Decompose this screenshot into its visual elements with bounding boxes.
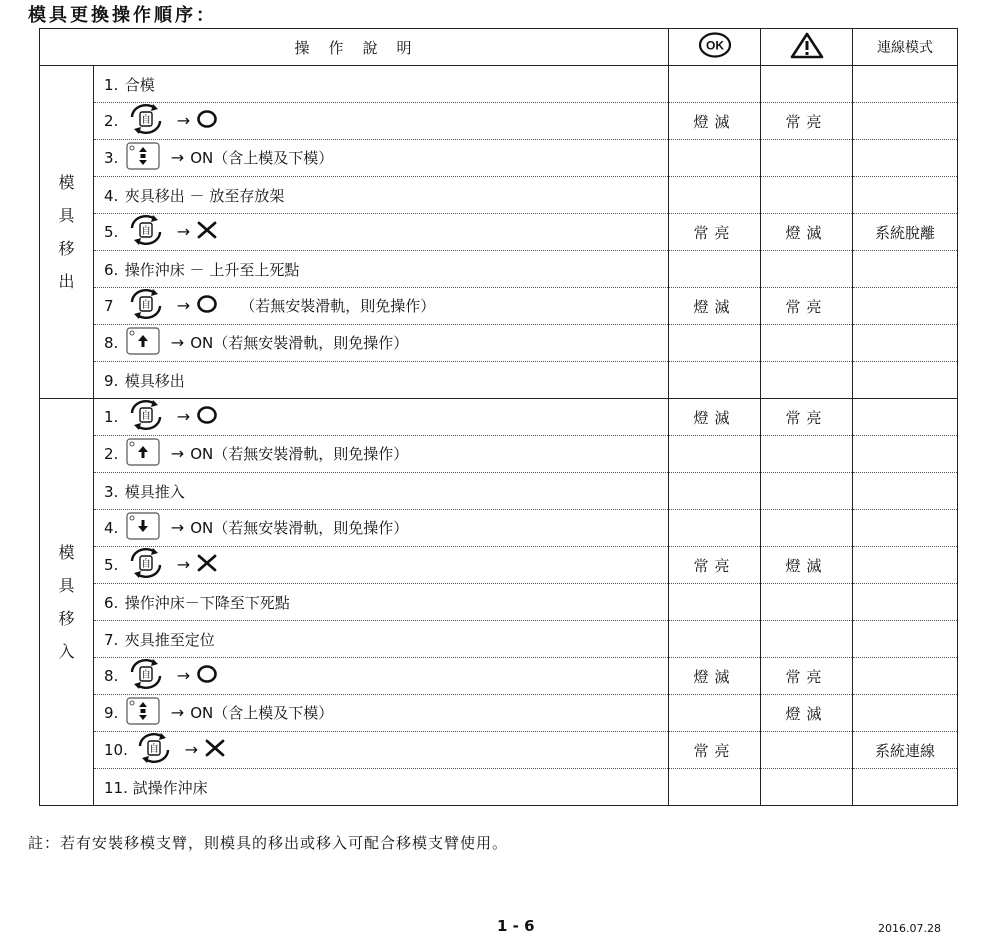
table-row [40,621,958,658]
arrow-symbol: → [176,665,191,685]
table-row [40,251,958,288]
arrow-symbol: → [176,110,191,130]
connection-mode [853,362,958,399]
step-text: ON（含上模及下模） [190,148,334,167]
step-text: 模具推入 [124,482,185,501]
svg-text:自: 自 [148,744,159,755]
rotate-arrows-icon [133,732,175,768]
connection-mode [853,510,958,547]
step-description [94,732,669,769]
step-text: 操作沖床 － 上升至上死點 [124,260,300,279]
warning-status: 常亮 [761,288,853,325]
step-number: 8. [104,666,119,685]
step-description [94,695,669,732]
step-number: 2. [104,111,119,130]
step-description [94,547,669,584]
procedure-table [39,28,958,806]
header-ok [669,29,761,66]
ok-status: 燈滅 [669,288,761,325]
arrow-symbol: → [170,702,185,722]
rotate-arrows-icon [125,288,167,324]
step-text: （若無安裝滑軌，則免操作） [240,296,436,315]
warning-status [761,251,853,288]
step-description [94,621,669,658]
warning-status [761,177,853,214]
step-number: 11. [104,778,128,797]
step-description [94,288,669,325]
ok-status [669,66,761,103]
step-description [94,251,669,288]
svg-text:自: 自 [140,559,151,570]
connection-mode [853,769,958,806]
warning-status [761,769,853,806]
step-description [94,769,669,806]
ok-status [669,140,761,177]
table-row [40,288,958,325]
step-description [94,436,669,473]
ok-status [669,769,761,806]
warning-status: 燈滅 [761,547,853,584]
circle-off-icon [196,109,218,133]
step-description [94,584,669,621]
ok-status [669,510,761,547]
step-text: ON（含上模及下模） [190,703,334,722]
ok-status: 燈滅 [669,103,761,140]
connection-mode [853,66,958,103]
circle-off-icon [196,405,218,429]
step-description [94,399,669,436]
step-number: 5. [104,222,119,241]
arrow-symbol: → [176,221,191,241]
connection-mode [853,473,958,510]
step-description [94,214,669,251]
connection-mode [853,140,958,177]
step-number: 1. [104,75,119,94]
warning-status [761,362,853,399]
ok-status: 燈滅 [669,658,761,695]
step-text: 夾具移出 － 放至存放架 [124,186,285,205]
step-text: 夾具推至定位 [124,630,215,649]
warning-status [761,325,853,362]
up-button-icon [125,326,161,360]
ok-status: 常亮 [669,732,761,769]
warning-status [761,140,853,177]
circle-off-icon [196,294,218,318]
svg-text:自: 自 [140,670,151,681]
table-row [40,658,958,695]
ok-status [669,177,761,214]
step-number: 4. [104,186,119,205]
step-description [94,658,669,695]
step-description [94,325,669,362]
warning-status [761,732,853,769]
table-row [40,436,958,473]
step-number: 3. [104,148,119,167]
table-row [40,103,958,140]
step-text: ON（若無安裝滑軌，則免操作） [190,333,409,352]
ok-status [669,584,761,621]
step-number: 2. [104,444,119,463]
cross-icon [196,220,218,244]
warning-status: 常亮 [761,658,853,695]
table-row [40,214,958,251]
warning-status [761,510,853,547]
warning-status [761,473,853,510]
table-row [40,732,958,769]
table-row [40,547,958,584]
step-text: ON（若無安裝滑軌，則免操作） [190,518,409,537]
table-row [40,695,958,732]
table-row [40,140,958,177]
step-number: 10. [104,740,128,759]
table-row [40,177,958,214]
ok-status [669,473,761,510]
rotate-arrows-icon [125,103,167,139]
connection-mode [853,399,958,436]
connection-mode [853,584,958,621]
cross-icon [196,553,218,577]
svg-text:自: 自 [140,226,151,237]
table-row [40,584,958,621]
step-number: 9. [104,371,119,390]
ok-status: 常亮 [669,214,761,251]
up-button-icon [125,437,161,471]
ok-status [669,695,761,732]
warning-status [761,436,853,473]
section-label: 模具移出 [40,66,94,399]
ok-circle-icon [698,32,732,58]
connection-mode [853,695,958,732]
step-description [94,510,669,547]
connection-mode [853,288,958,325]
svg-text:自: 自 [140,411,151,422]
step-description [94,103,669,140]
connection-mode [853,103,958,140]
step-description [94,473,669,510]
connection-mode [853,658,958,695]
table-row [40,325,958,362]
ok-status [669,621,761,658]
table-row [40,66,958,103]
warning-status: 常亮 [761,399,853,436]
ok-status [669,325,761,362]
step-number: 7. [104,630,119,649]
step-description [94,362,669,399]
footnote: 註：若有安裝移模支臂，則模具的移出或移入可配合移模支臂使用。 [28,834,509,852]
ok-status [669,251,761,288]
warning-status [761,584,853,621]
page-number: 1 - 6 [497,917,535,935]
header-description: 操 作 說 明 [40,29,669,66]
header-mode: 連線模式 [853,29,958,66]
connection-mode [853,251,958,288]
arrow-symbol: → [170,147,185,167]
arrow-symbol: → [184,739,199,759]
warning-status [761,66,853,103]
connection-mode [853,436,958,473]
step-number: 4. [104,518,119,537]
circle-off-icon [196,664,218,688]
header-warning [761,29,853,66]
connection-mode [853,621,958,658]
step-text: 模具移出 [124,371,185,390]
table-row [40,769,958,806]
rotate-arrows-icon [125,214,167,250]
svg-text:自: 自 [140,115,151,126]
arrow-symbol: → [176,295,191,315]
table-row [40,362,958,399]
arrow-symbol: → [170,332,185,352]
warning-status [761,621,853,658]
step-number: 7 [104,296,114,315]
connection-mode [853,177,958,214]
ok-status [669,362,761,399]
page-title: 模具更換操作順序： [28,5,217,26]
step-text: ON（若無安裝滑軌，則免操作） [190,444,409,463]
section-label: 模具移入 [40,399,94,806]
down-button-icon [125,511,161,545]
step-description [94,66,669,103]
warning-status: 常亮 [761,103,853,140]
connection-mode [853,325,958,362]
cross-icon [204,738,226,762]
svg-text:自: 自 [140,300,151,311]
step-number: 6. [104,593,119,612]
up-down-button-icon [125,696,161,730]
table-row [40,510,958,547]
ok-status [669,436,761,473]
arrow-symbol: → [170,443,185,463]
arrow-symbol: → [176,554,191,574]
arrow-symbol: → [176,406,191,426]
warning-status: 燈滅 [761,214,853,251]
table-row [40,399,958,436]
step-description [94,177,669,214]
rotate-arrows-icon [125,547,167,583]
step-text: 試操作沖床 [132,778,208,797]
connection-mode [853,547,958,584]
step-number: 3. [104,482,119,501]
table-row [40,473,958,510]
revision-date: 2016.07.28 [878,922,941,935]
step-number: 1. [104,407,119,426]
step-number: 9. [104,703,119,722]
step-text: 合模 [124,75,155,94]
rotate-arrows-icon [125,399,167,435]
connection-mode: 系統連線 [853,732,958,769]
step-number: 8. [104,333,119,352]
svg-text:OK: OK [705,38,724,53]
warning-triangle-icon [789,31,825,59]
ok-status: 燈滅 [669,399,761,436]
table-header-row [40,29,958,66]
ok-status: 常亮 [669,547,761,584]
arrow-symbol: → [170,517,185,537]
connection-mode: 系統脫離 [853,214,958,251]
step-number: 5. [104,555,119,574]
step-number: 6. [104,260,119,279]
step-description [94,140,669,177]
step-text: 操作沖床－下降至下死點 [124,593,290,612]
rotate-arrows-icon [125,658,167,694]
warning-status: 燈滅 [761,695,853,732]
up-down-button-icon [125,141,161,175]
